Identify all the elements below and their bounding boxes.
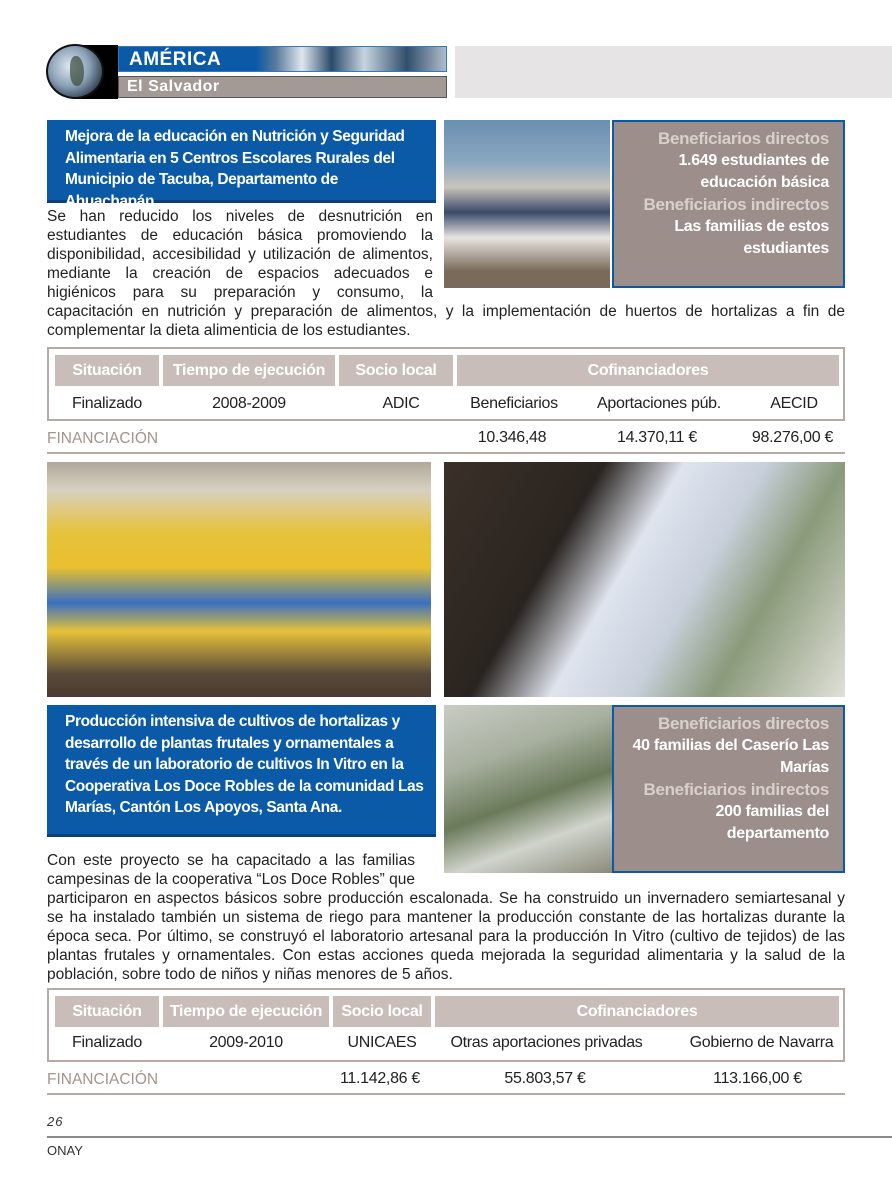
cell-socio: ADIC: [382, 395, 420, 412]
cell-situacion: Finalizado: [72, 395, 142, 412]
indirect-beneficiaries-value: Las familias de estos estudiantes: [674, 218, 829, 257]
region-banner: [118, 46, 447, 72]
header-tiempo: Tiempo de ejecución: [163, 355, 335, 386]
header-tiempo: Tiempo de ejecución: [163, 996, 329, 1027]
header-cofinanciadores: Cofinanciadores: [435, 996, 839, 1027]
project2-title: Producción intensiva de cultivos de hortalizas y desarrollo de plantas frutales y ornamentales a través de un laboratorio de cultivos In Vitro en la Cooperativa Los Doce Robles de la comunidad Las Marías, Cantón Los Apoyos, Santa Ana.: [47, 705, 436, 837]
cell-cofin-3: AECID: [770, 395, 818, 412]
financing-value: 55.803,57 €: [504, 1070, 586, 1087]
cell-tiempo: 2008-2009: [212, 395, 286, 412]
direct-beneficiaries-value: 1.649 estudiantes de educación básica: [678, 152, 829, 191]
direct-beneficiaries-value: 40 familias del Caserío Las Marías: [632, 737, 829, 776]
footer-rule: [47, 1136, 892, 1138]
header-situacion: Situación: [55, 996, 159, 1027]
header-socio: Socio local: [333, 996, 431, 1027]
cell-cofin-1: Beneficiarios: [470, 395, 558, 412]
financing-value: 113.166,00 €: [713, 1070, 802, 1087]
project2-description-block: [47, 851, 845, 984]
financing-value: 10.346,48: [477, 429, 547, 446]
project2-description: Con este proyecto se ha capacitado a las familias campesinas de la cooperativa “Los Doce Robles” que participaron en aspectos básicos sobre producción escalonada. Se ha construido un invernadero semiartesanal y se ha instalado también un sistema de riego para mantener la producción constante de las hortalizas durante la época seca. Por último, se construyó el laboratorio artesanal para la producción In Vitro (cultivo de tejidos) de las plantas frutales y ornamentales. Con estas acciones queda mejorada la seguridad alimentaria y la salud de la población, sobre todo de niños y niñas menores de 5 años.: [47, 852, 845, 983]
header-cofinanciadores: Cofinanciadores: [457, 355, 839, 386]
divider: [47, 1093, 845, 1095]
direct-beneficiaries-label: Beneficiarios directos: [657, 714, 829, 733]
cell-socio: UNICAES: [347, 1034, 417, 1051]
financing-label: FINANCIACIÓN: [47, 1071, 159, 1088]
financing-label: FINANCIACIÓN: [47, 430, 159, 447]
photo-invitro-jars: [444, 705, 612, 873]
photo-group: [47, 462, 431, 697]
financing-value: 98.276,00 €: [751, 429, 834, 446]
indirect-beneficiaries-value: 200 familias del departamento: [715, 803, 829, 842]
region-title: AMÉRICA: [129, 49, 222, 70]
project1-title: Mejora de la educación en Nutrición y Seguridad Alimentaria en 5 Centros Escolares Rurales del Municipio de Tacuba, Departamento de Ahuachapán: [47, 120, 436, 203]
publisher-name: ONAY: [47, 1143, 83, 1158]
country-banner: [118, 76, 447, 98]
financing-value: 14.370,11 €: [616, 429, 698, 446]
cell-cofin-2: Aportaciones púb.: [597, 395, 721, 412]
globe-icon: [46, 44, 104, 99]
page-number: 26: [47, 1114, 64, 1129]
cell-cofin-1: Otras aportaciones privadas: [450, 1034, 643, 1051]
country-title: El Salvador: [127, 78, 220, 95]
cell-cofin-2: Gobierno de Navarra: [689, 1034, 834, 1051]
indirect-beneficiaries-label: Beneficiarios indirectos: [643, 195, 829, 214]
cell-situacion: Finalizado: [72, 1034, 142, 1051]
divider: [47, 452, 845, 454]
project1-description: Se han reducido los niveles de desnutrición en estudiantes de educación básica promoviendo la disponibilidad, accesibilidad y utilización de alimentos, mediante la creación de espacios adecuados e higiénicos para su preparación y consumo, la capacitación en nutrición y preparación de alimentos, y la implementación de huertos de hortalizas a fin de complementar la dieta alimenticia de los estudiantes.: [47, 208, 845, 339]
indirect-beneficiaries-label: Beneficiarios indirectos: [643, 780, 829, 799]
cell-tiempo: 2009-2010: [209, 1034, 283, 1051]
photo-laboratory: [444, 462, 845, 697]
header-socio: Socio local: [339, 355, 453, 386]
header-situacion: Situación: [55, 355, 159, 386]
project1-description-block: [47, 207, 845, 340]
direct-beneficiaries-label: Beneficiarios directos: [657, 129, 829, 148]
header-gray-panel: [455, 46, 892, 98]
project2-beneficiaries: [612, 705, 845, 873]
project2-table: [47, 988, 845, 1062]
financing-value: 11.142,86 €: [339, 1070, 421, 1087]
project1-table: [47, 347, 845, 421]
